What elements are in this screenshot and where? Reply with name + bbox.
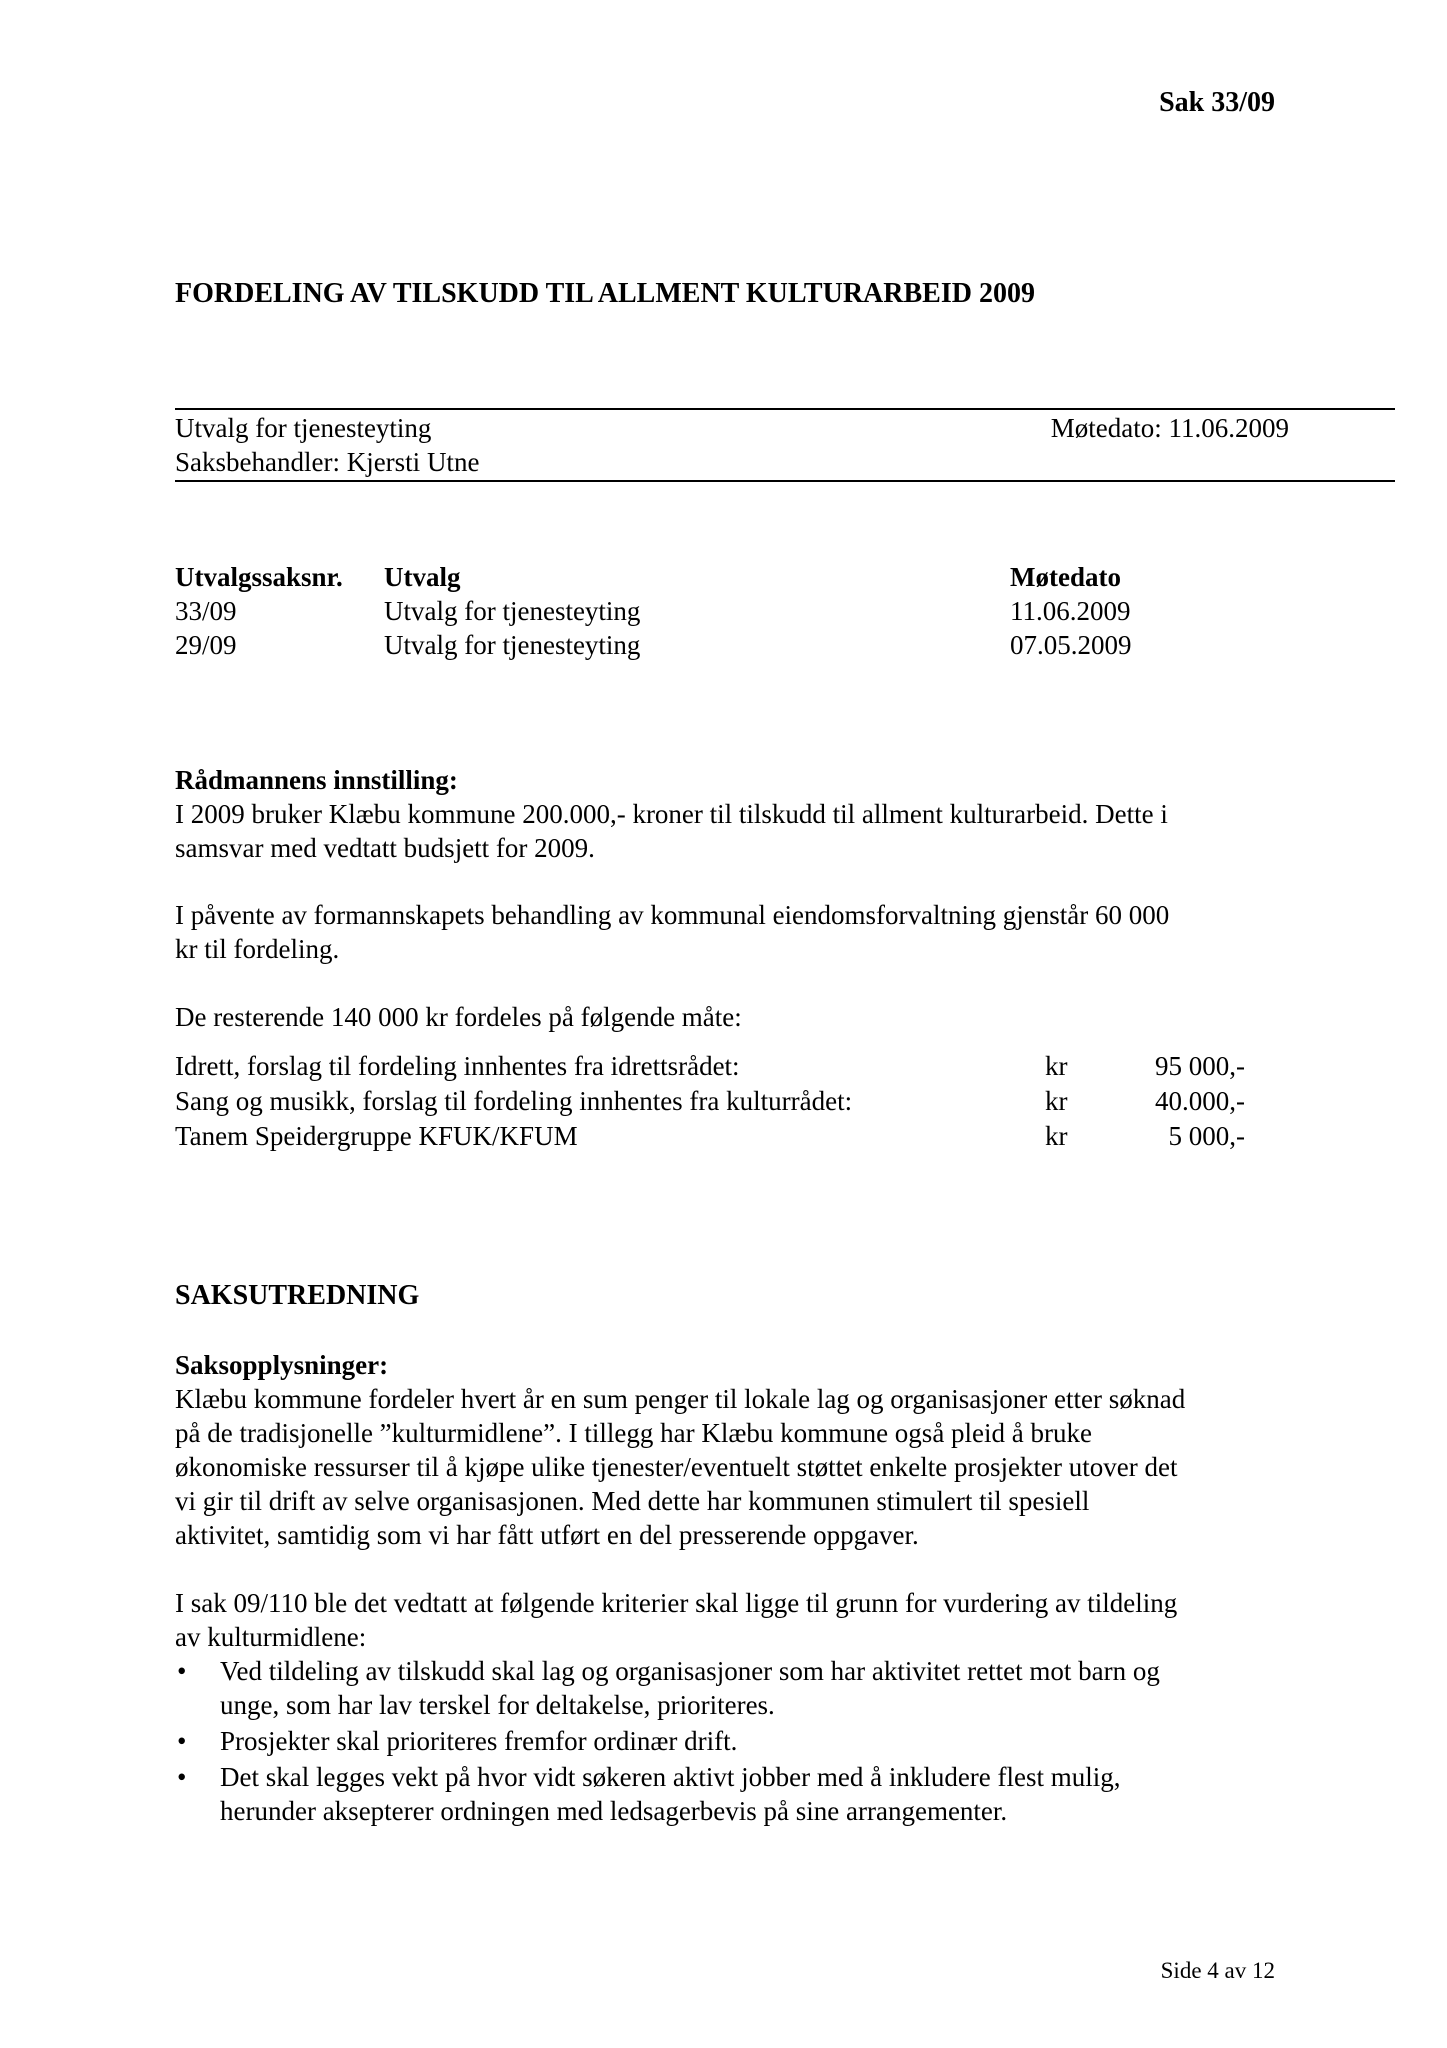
committee-cell: Utvalg for tjenesteyting — [384, 630, 641, 660]
case-history-table — [175, 560, 1175, 662]
col-header-committee: Utvalg — [384, 562, 461, 592]
col-header-case-no: Utvalgssaksnr. — [175, 562, 343, 592]
allocation-amount: 40.000,- — [1155, 1086, 1245, 1116]
paragraph-line: I sak 09/110 ble det vedtatt at følgende kriterier skal ligge til grunn for vurdering av tildeling — [175, 1588, 1178, 1618]
allocation-currency: kr — [1045, 1051, 1068, 1081]
paragraph-line: aktivitet, samtidig som vi har fått utført en del presserende oppgaver. — [175, 1520, 919, 1550]
criteria-intro-paragraph — [175, 1586, 1285, 1654]
meeting-date-cell: 11.06.2009 — [1010, 596, 1131, 626]
allocation-label: Sang og musikk, forslag til fordeling innhentes fra kulturrådet: — [175, 1086, 853, 1116]
list-item — [175, 1760, 1285, 1828]
table-row — [175, 628, 1175, 662]
table-header-row — [175, 560, 1175, 594]
allocation-intro-text: De resterende 140 000 kr fordeles på følgende måte: — [175, 1002, 742, 1032]
recommendation-section — [175, 763, 1285, 865]
criteria-list — [175, 1654, 1285, 1830]
recommendation-paragraph-line: samsvar med vedtatt budsjett for 2009. — [175, 833, 595, 863]
allocation-list — [175, 1049, 1245, 1154]
allocation-row — [175, 1084, 1245, 1119]
case-officer: Saksbehandler: Kjersti Utne — [175, 447, 480, 477]
case-information-heading: Saksopplysninger: — [175, 1350, 389, 1380]
allocation-intro — [175, 1000, 1285, 1034]
paragraph-line: kr til fordeling. — [175, 934, 340, 964]
list-item-line: unge, som har lav terskel for deltakelse, prioriteres. — [220, 1690, 775, 1720]
case-no-cell: 33/09 — [175, 596, 237, 626]
allocation-currency: kr — [1045, 1121, 1068, 1151]
header-top-rule — [175, 408, 1395, 410]
header-bottom-rule — [175, 480, 1395, 482]
paragraph-line: økonomiske ressurser til å kjøpe ulike tjenester/eventuelt støttet enkelte prosjekter utover det — [175, 1452, 1178, 1482]
list-item — [175, 1724, 1285, 1758]
allocation-row — [175, 1119, 1245, 1154]
paragraph-line: Klæbu kommune fordeler hvert år en sum penger til lokale lag og organisasjoner etter søknad — [175, 1384, 1186, 1414]
document-title: FORDELING AV TILSKUDD TIL ALLMENT KULTURARBEID 2009 — [175, 278, 1035, 309]
recommendation-paragraph-line: I 2009 bruker Klæbu kommune 200.000,- kroner til tilskudd til allment kulturarbeid. Dette i — [175, 799, 1168, 829]
meeting-date: Møtedato: 11.06.2009 — [1050, 413, 1289, 443]
case-information-section — [175, 1348, 1285, 1552]
committee-name: Utvalg for tjenesteyting — [175, 413, 432, 443]
case-no-cell: 29/09 — [175, 630, 237, 660]
list-item-line: Prosjekter skal prioriteres fremfor ordinær drift. — [220, 1726, 738, 1756]
table-row — [175, 594, 1175, 628]
list-item-line: herunder aksepterer ordningen med ledsagerbevis på sine arrangementer. — [220, 1796, 1008, 1826]
remaining-funds-paragraph — [175, 898, 1285, 966]
paragraph-line: på de tradisjonelle ”kulturmidlene”. I tillegg har Klæbu kommune også pleid å bruke — [175, 1418, 1092, 1448]
committee-cell: Utvalg for tjenesteyting — [384, 596, 641, 626]
meeting-date-cell: 07.05.2009 — [1010, 630, 1132, 660]
bullet-icon: • — [177, 1762, 187, 1792]
list-item-line: Det skal legges vekt på hvor vidt søkeren aktivt jobber med å inkludere flest mulig, — [220, 1762, 1121, 1792]
paragraph-line: I påvente av formannskapets behandling av kommunal eiendomsforvaltning gjenstår 60 000 — [175, 900, 1170, 930]
page-number: Side 4 av 12 — [1160, 1958, 1275, 1983]
list-item-line: Ved tildeling av tilskudd skal lag og organisasjoner som har aktivitet rettet mot barn og — [220, 1656, 1160, 1686]
allocation-amount: 95 000,- — [1155, 1051, 1245, 1081]
col-header-meeting-date: Møtedato — [1010, 562, 1121, 592]
list-item — [175, 1654, 1285, 1722]
report-heading: SAKSUTREDNING — [175, 1280, 420, 1311]
allocation-label: Idrett, forslag til fordeling innhentes fra idrettsrådet: — [175, 1051, 740, 1081]
paragraph-line: av kulturmidlene: — [175, 1622, 367, 1652]
paragraph-line: vi gir til drift av selve organisasjonen. Med dette har kommunen stimulert til spesiell — [175, 1486, 1090, 1516]
allocation-label: Tanem Speidergruppe KFUK/KFUM — [175, 1121, 578, 1151]
bullet-icon: • — [177, 1656, 187, 1686]
allocation-currency: kr — [1045, 1086, 1068, 1116]
allocation-row — [175, 1049, 1245, 1084]
allocation-amount: 5 000,- — [1168, 1121, 1245, 1151]
bullet-icon: • — [177, 1726, 187, 1756]
recommendation-heading: Rådmannens innstilling: — [175, 765, 458, 795]
case-reference: Sak 33/09 — [1159, 87, 1275, 118]
